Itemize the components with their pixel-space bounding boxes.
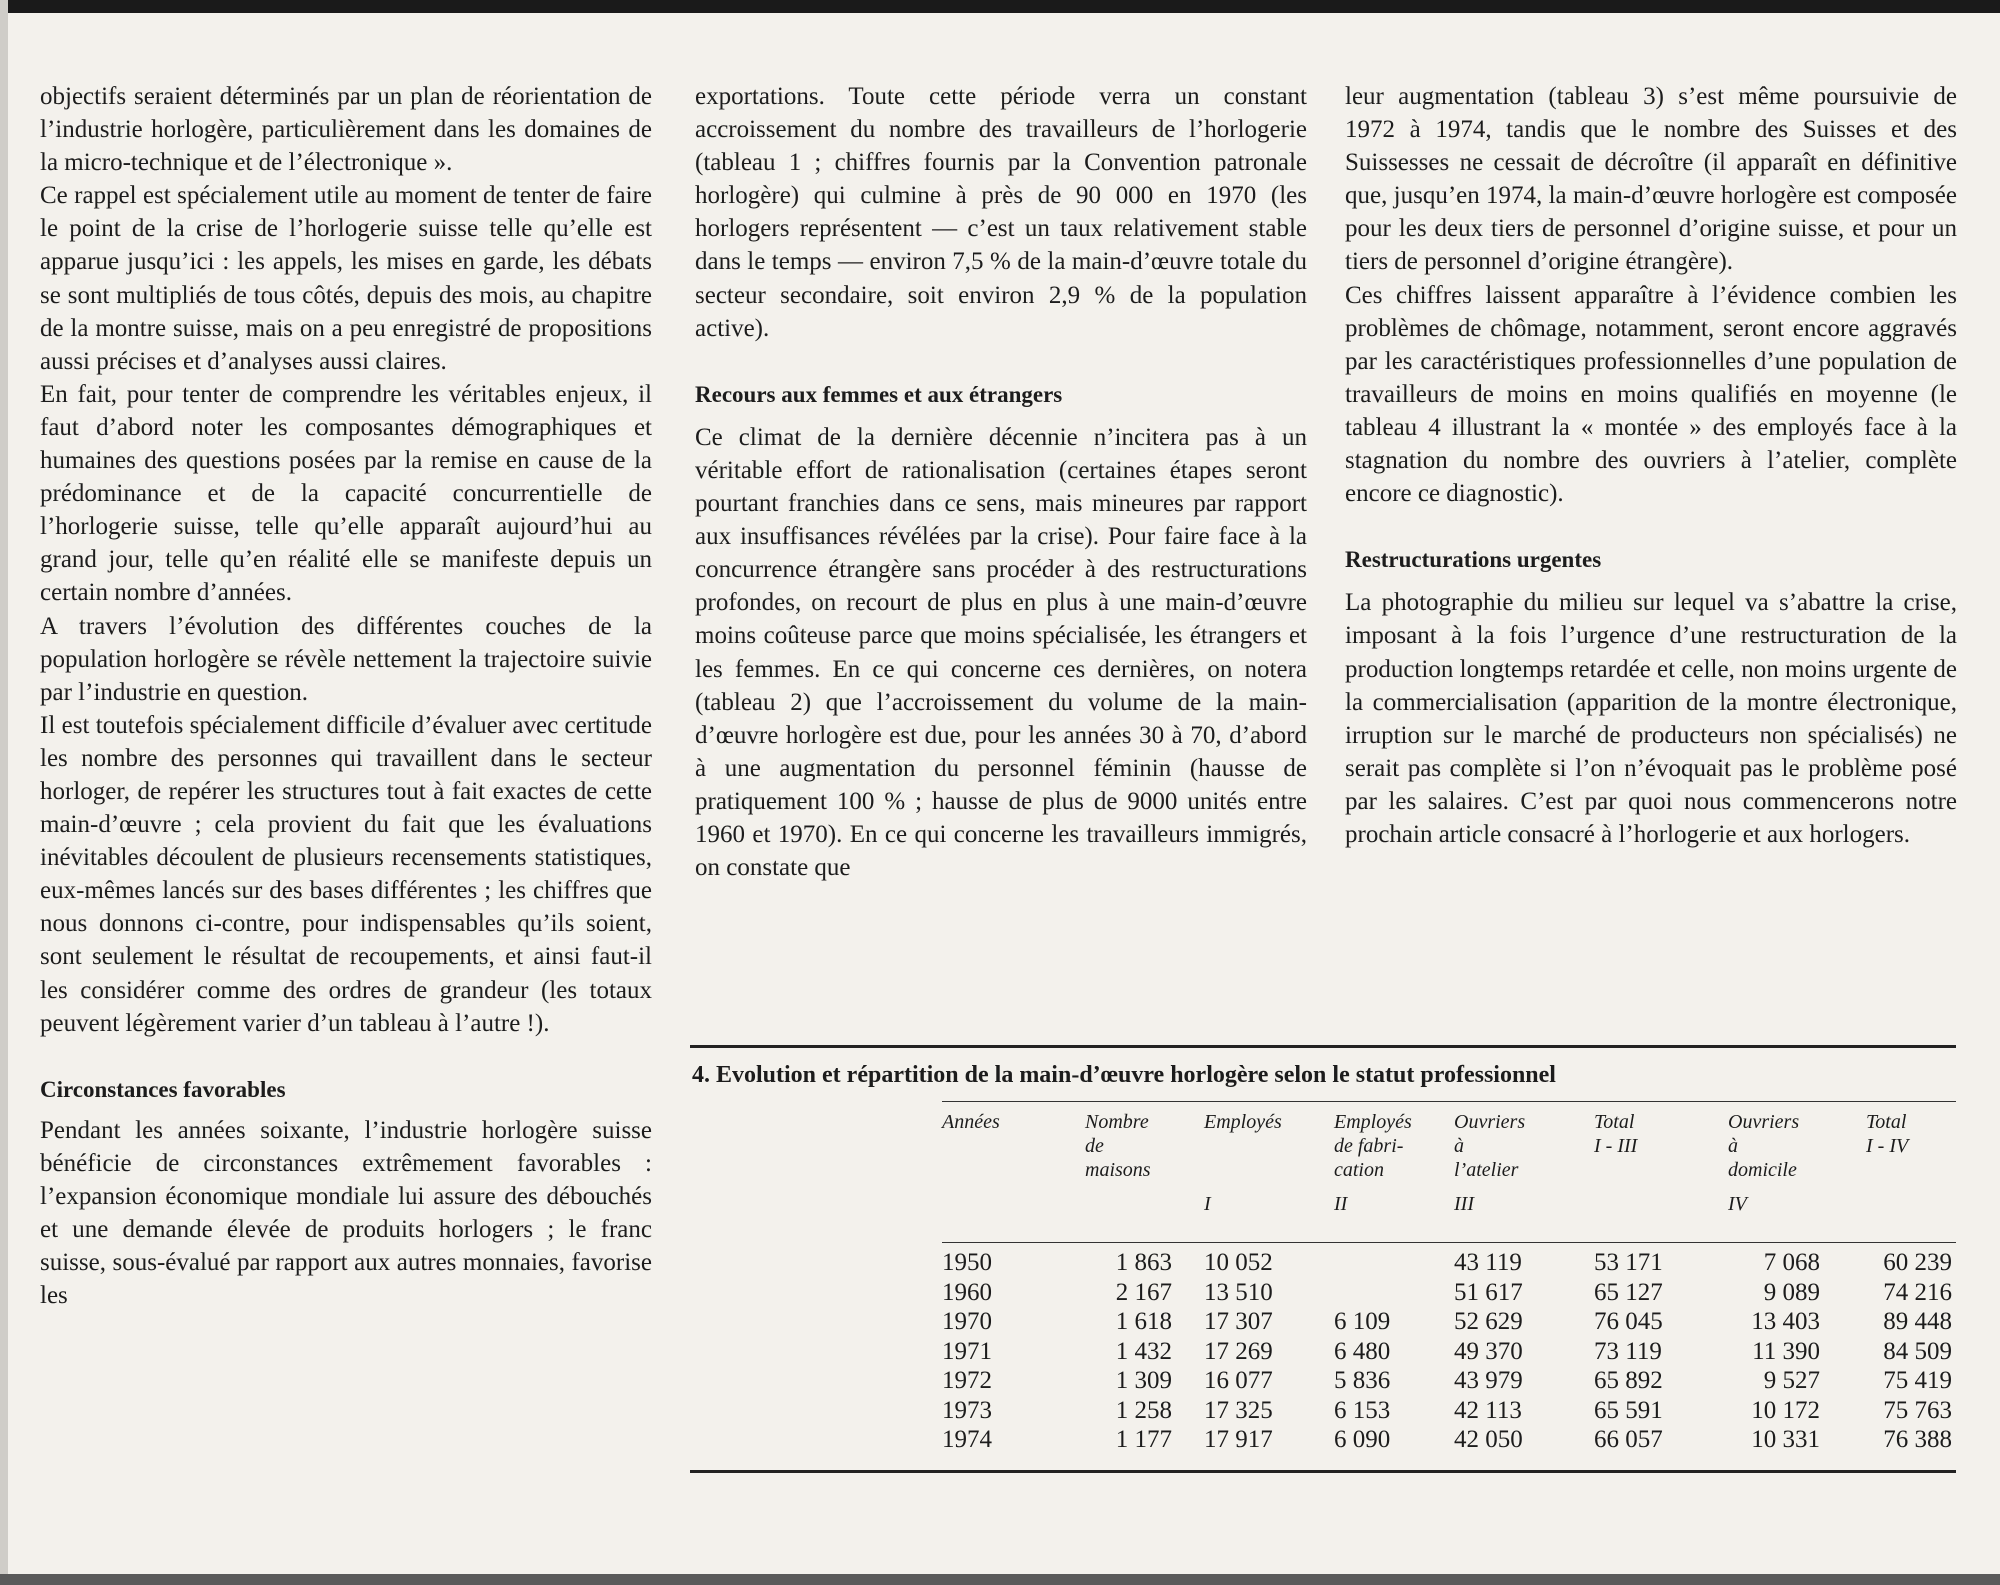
cell-employes: 16 077 bbox=[1204, 1367, 1273, 1394]
table-row bbox=[942, 1397, 1956, 1427]
cell-employes: 13 510 bbox=[1204, 1278, 1273, 1306]
cell-annees: 1974 bbox=[942, 1426, 992, 1453]
paragraph: Ce rappel est spécialement utile au moment de tenter de faire le point de la crise de l’horlogerie suisse telle qu’elle est apparue jusqu’ici : les appels, les mises en garde, les débats se sont multipliés de tous côtés, depuis des mois, au chapitre de la montre suisse, mais on a peu enregistré de propositions aussi précises et d’analyses aussi claires. bbox=[40, 182, 652, 375]
header-annees: Années bbox=[942, 1111, 1000, 1133]
section-heading: Restructurations urgentes bbox=[1345, 547, 1602, 573]
cell-nombre-maisons: 1 432 bbox=[1115, 1337, 1172, 1365]
table-row bbox=[942, 1338, 1956, 1368]
header-employes: Employés bbox=[1204, 1111, 1282, 1133]
section-heading: Circonstances favorables bbox=[40, 1076, 286, 1102]
paragraph: Pendant les années soixante, l’industrie horlogère suisse bénéficie de circonstances extrêmement favorables : l’expansion économique mondiale lui assure des débouchés et une demande élevée de produits horlogers ; le franc suisse, sous-évalué par rapport aux autres monnaies, favorise les bbox=[40, 1116, 652, 1310]
cell-employes: 17 325 bbox=[1204, 1396, 1273, 1424]
paragraph: exportations. Toute cette période verra un constant accroissement du nombre des travailleurs de l’horlogerie (tableau 1 ; chiffres fournis par la Convention patronale horlogère) qui culmine à près de 90 000 en 1970 (les horlogers représentent — c’est un taux relativement stable dans le temps — environ 7,5 % de la main-d’œuvre totale du secteur secondaire, soit environ 2,9 % de la population active). bbox=[695, 83, 1307, 342]
cell-total-i-iv: 74 216 bbox=[1883, 1278, 1952, 1306]
cell-ouvriers-atelier: 42 050 bbox=[1454, 1426, 1523, 1453]
section-heading: Recours aux femmes et aux étrangers bbox=[695, 381, 1063, 407]
header-ouvriers-domicile: Ouvriers à domicile bbox=[1728, 1111, 1800, 1181]
header-ouvriers-atelier: Ouvriers à l’atelier bbox=[1454, 1111, 1526, 1181]
cell-ouvriers-atelier: 43 979 bbox=[1454, 1367, 1523, 1394]
cell-ouvriers-atelier: 51 617 bbox=[1454, 1278, 1523, 1306]
cell-total-i-iv: 76 388 bbox=[1883, 1426, 1952, 1453]
cell-total-i-iii: 76 045 bbox=[1594, 1308, 1663, 1335]
cell-ouvriers-domicile: 13 403 bbox=[1751, 1308, 1820, 1335]
cell-total-i-iv: 84 509 bbox=[1883, 1337, 1952, 1365]
roman-numeral: IV bbox=[1728, 1193, 1747, 1215]
table-4 bbox=[690, 1045, 1956, 1473]
table-top-rule bbox=[690, 1045, 1956, 1048]
table-row bbox=[942, 1367, 1956, 1397]
paragraph: leur augmentation (tableau 3) s’est même poursuivie de 1972 à 1974, tandis que le nombre des Suisses et des Suissesses ne cessait de décroître (il apparaît en définitive que, jusqu’en 1974, la main-d’œuvre horlogère est composée pour les deux tiers de personnel d’origine suisse, et pour un tiers de personnel d’origine étrangère). bbox=[1345, 83, 1957, 276]
cell-employes-fabrication: 5 836 bbox=[1334, 1367, 1391, 1394]
table-body bbox=[942, 1243, 1956, 1456]
table-row bbox=[942, 1426, 1956, 1456]
roman-numeral: II bbox=[1334, 1193, 1348, 1215]
cell-employes: 17 307 bbox=[1204, 1308, 1273, 1335]
cell-ouvriers-domicile: 7 068 bbox=[1763, 1249, 1820, 1276]
cell-total-i-iii: 66 057 bbox=[1594, 1426, 1663, 1453]
cell-annees: 1971 bbox=[942, 1337, 992, 1365]
header-total-i-iii: Total I - III bbox=[1594, 1111, 1638, 1157]
table-row bbox=[942, 1249, 1956, 1279]
cell-annees: 1972 bbox=[942, 1367, 992, 1394]
cell-nombre-maisons: 1 258 bbox=[1115, 1396, 1172, 1424]
cell-ouvriers-domicile: 9 527 bbox=[1763, 1367, 1820, 1394]
cell-annees: 1973 bbox=[942, 1396, 992, 1424]
cell-total-i-iv: 75 763 bbox=[1883, 1396, 1952, 1424]
cell-total-i-iii: 73 119 bbox=[1594, 1337, 1662, 1365]
paragraph: Ces chiffres laissent apparaître à l’évidence combien les problèmes de chômage, notamment, seront encore aggravés par les caractéristiques professionnelles d’une population de travailleurs de moins en moins qualifiés en moyenne (le tableau 4 illustrant la « montée » des employés face à la stagnation du nombre des ouvriers à l’atelier, complète encore ce diagnostic). bbox=[1345, 281, 1957, 508]
column-1 bbox=[40, 80, 652, 1312]
scan-bottom-border bbox=[0, 1574, 2000, 1585]
cell-ouvriers-domicile: 10 172 bbox=[1751, 1396, 1820, 1424]
table-header bbox=[942, 1102, 1956, 1242]
roman-numeral: I bbox=[1204, 1193, 1211, 1215]
cell-employes-fabrication: 6 090 bbox=[1334, 1426, 1391, 1453]
table-row bbox=[942, 1279, 1956, 1309]
cell-total-i-iii: 65 591 bbox=[1594, 1396, 1663, 1424]
cell-annees: 1950 bbox=[942, 1249, 992, 1276]
cell-total-i-iii: 53 171 bbox=[1594, 1249, 1663, 1276]
header-nombre-maisons: Nombre de maisons bbox=[1085, 1111, 1151, 1181]
scan-top-border bbox=[0, 0, 2000, 13]
cell-nombre-maisons: 1 618 bbox=[1115, 1308, 1172, 1335]
cell-ouvriers-atelier: 42 113 bbox=[1454, 1396, 1522, 1424]
cell-nombre-maisons: 1 177 bbox=[1115, 1426, 1172, 1453]
table-bottom-rule bbox=[690, 1470, 1956, 1473]
table-title: 4. Evolution et répartition de la main-d’œuvre horlogère selon le statut professionnel bbox=[692, 1062, 1556, 1088]
cell-total-i-iii: 65 127 bbox=[1594, 1278, 1663, 1306]
cell-ouvriers-domicile: 10 331 bbox=[1751, 1426, 1820, 1453]
header-employes-fabrication: Employés de fabri- cation bbox=[1334, 1111, 1412, 1181]
cell-total-i-iv: 89 448 bbox=[1883, 1308, 1952, 1335]
cell-nombre-maisons: 1 309 bbox=[1115, 1367, 1172, 1394]
cell-total-i-iv: 75 419 bbox=[1883, 1367, 1952, 1394]
column-3 bbox=[1345, 80, 1957, 851]
cell-employes: 10 052 bbox=[1204, 1249, 1273, 1276]
cell-annees: 1960 bbox=[942, 1278, 992, 1306]
cell-employes-fabrication: 6 480 bbox=[1334, 1337, 1391, 1365]
paragraph: Il est toutefois spécialement difficile d’évaluer avec certitude les nombre des personnes qui travaillent dans le secteur horloger, de repérer les structures tout à fait exactes de cette main-d’œuvre ; cela provient du fait que les évaluations inévitables découlent de plusieurs recensements statistiques, eux-mêmes lancés sur des bases différentes ; les chiffres que nous donnons ci-contre, pour indispensables qu’ils soient, sont seulement le résultat de recoupements, et ainsi faut-il les considérer comme des ordres de grandeur (les totaux peuvent légèrement varier d’un tableau à l’autre !). bbox=[40, 711, 652, 1037]
cell-employes: 17 269 bbox=[1204, 1337, 1273, 1365]
cell-ouvriers-atelier: 43 119 bbox=[1454, 1249, 1522, 1276]
cell-ouvriers-atelier: 52 629 bbox=[1454, 1308, 1523, 1335]
table-row bbox=[942, 1308, 1956, 1338]
paragraph: La photographie du milieu sur lequel va s’abattre la crise, imposant à la fois l’urgence d’une restructuration de la production longtemps retardée et celle, non moins urgente de la commercialisation (apparition de la montre électronique, irruption sur le marché de producteurs non spécialisés) ne serait pas complète si l’on n’évoquait pas le problème posé par les salaires. C’est par quoi nous commencerons notre prochain article consacré à l’horlogerie et aux horlogers. bbox=[1345, 589, 1957, 848]
paragraph: objectifs seraient déterminés par un plan de réorientation de l’industrie horlogère, particulièrement dans les domaines de la micro-technique et de l’électronique ». bbox=[40, 83, 652, 177]
cell-ouvriers-domicile: 9 089 bbox=[1763, 1278, 1820, 1306]
scan-left-border bbox=[0, 0, 8, 1585]
cell-annees: 1970 bbox=[942, 1308, 992, 1335]
cell-employes: 17 917 bbox=[1204, 1426, 1273, 1453]
paragraph: Ce climat de la dernière décennie n’incitera pas à un véritable effort de rationalisation (certaines étapes seront pourtant franchies dans ce sens, mais mineures par rapport aux insuffisances révélées par la crise). Pour faire face à la concurrence étrangère sans procéder à des restructurations profondes, on recourt de plus en plus à une main-d’œuvre moins coûteuse parce que moins spécialisée, les étrangers et les femmes. En ce qui concerne ces dernières, on notera (tableau 2) que l’accroissement du volume de la main-d’œuvre horlogère est due, pour les années 30 à 70, d’abord à une augmentation du personnel féminin (hausse de pratiquement 100 % ; hausse de plus de 9000 unités entre 1960 et 1970). En ce qui concerne les travailleurs immigrés, on constate que bbox=[695, 423, 1307, 882]
cell-ouvriers-domicile: 11 390 bbox=[1752, 1337, 1820, 1365]
cell-employes-fabrication: 6 109 bbox=[1334, 1308, 1391, 1335]
header-total-i-iv: Total I - IV bbox=[1866, 1111, 1909, 1157]
cell-nombre-maisons: 2 167 bbox=[1115, 1278, 1172, 1306]
cell-employes-fabrication: 6 153 bbox=[1334, 1396, 1391, 1424]
paragraph: En fait, pour tenter de comprendre les véritables enjeux, il faut d’abord noter les composantes démographiques et humaines des questions posées par la remise en cause de la prédominance et de la capacité concurrentielle de l’horlogerie suisse, telle qu’elle apparaît aujourd’hui au grand jour, telle qu’en réalité elle se manifeste depuis un certain nombre d’années. bbox=[40, 380, 652, 607]
paragraph: A travers l’évolution des différentes couches de la population horlogère se révèle nettement la trajectoire suivie par l’industrie en question. bbox=[40, 612, 652, 706]
cell-total-i-iv: 60 239 bbox=[1883, 1249, 1952, 1276]
roman-numeral: III bbox=[1454, 1193, 1474, 1215]
cell-total-i-iii: 65 892 bbox=[1594, 1367, 1663, 1394]
cell-nombre-maisons: 1 863 bbox=[1115, 1249, 1172, 1276]
column-2 bbox=[695, 80, 1307, 884]
cell-ouvriers-atelier: 49 370 bbox=[1454, 1337, 1523, 1365]
